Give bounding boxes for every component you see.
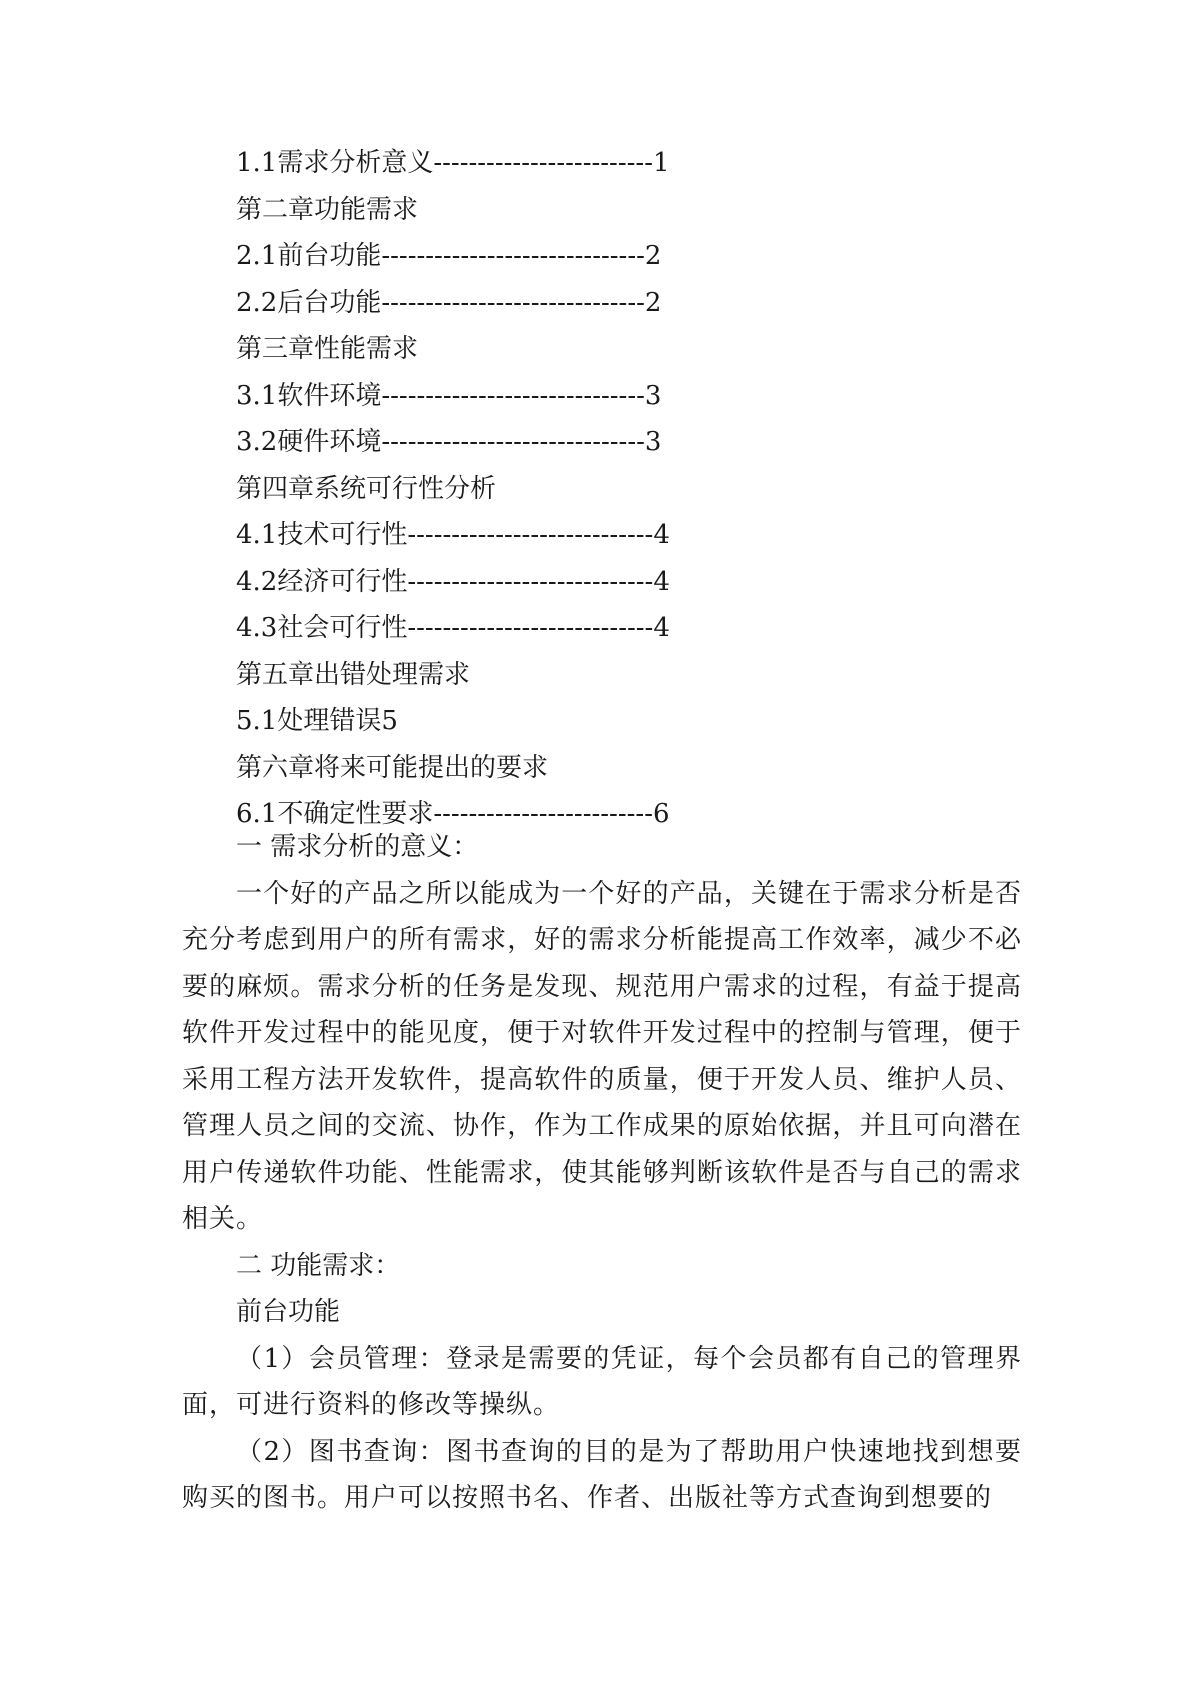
toc-entry: 2.2后台功能------------------------------2 bbox=[236, 287, 662, 318]
table-of-contents bbox=[236, 140, 1036, 838]
toc-chapter: 第五章出错处理需求 bbox=[236, 659, 471, 690]
toc-entry: 1.1需求分析意义-------------------------1 bbox=[236, 148, 670, 178]
toc-chapter: 第六章将来可能提出的要求 bbox=[236, 752, 549, 783]
toc-entry: 5.1处理错误5 bbox=[236, 706, 398, 736]
toc-chapter: 第三章性能需求 bbox=[236, 334, 419, 364]
toc-chapter: 第四章系统可行性分析 bbox=[236, 473, 497, 504]
section-heading: 一 需求分析的意义： bbox=[236, 832, 479, 862]
section-paragraph: 一个好的产品之所以能成为一个好的产品，关键在于需求分析是否充分考虑到用户的所有需求，好的需求分析能提高工作效率，减少不必要的麻烦。需求分析的任务是发现、规范用户需求的过程，有益于提高软件开发过程中的能见度，便于对软件开发过程中的控制与管理，便于采用工程方法开发软件，提高软件的质量，便于开发人员、维护人员、管理人员之间的交流、协作，作为工作成果的原始依据，并且可向潜在用户传递软件功能、性能需求，使其能够判断该软件是否与自己的需求相关。 bbox=[182, 878, 1022, 1234]
toc-entry: 3.1软件环境------------------------------3 bbox=[236, 380, 662, 411]
list-item: （1）会员管理：登录是需要的凭证，每个会员都有自己的管理界面，可进行资料的修改等操纵。 bbox=[182, 1343, 1022, 1420]
toc-entry: 2.1前台功能------------------------------2 bbox=[236, 241, 662, 271]
toc-entry: 4.1技术可行性----------------------------4 bbox=[236, 520, 670, 550]
toc-entry: 3.2硬件环境------------------------------3 bbox=[236, 427, 662, 457]
toc-entry: 4.2经济可行性----------------------------4 bbox=[236, 566, 670, 597]
toc-chapter: 第二章功能需求 bbox=[236, 194, 419, 225]
document-body bbox=[182, 824, 1022, 1522]
toc-entry: 6.1不确定性要求-------------------------6 bbox=[236, 799, 670, 829]
subsection-heading: 前台功能 bbox=[236, 1297, 341, 1327]
section-heading: 二 功能需求： bbox=[236, 1250, 401, 1281]
list-item: （2）图书查询：图书查询的目的是为了帮助用户快速地找到想要购买的图书。用户可以按照书名、作者、出版社等方式查询到想要的 bbox=[182, 1436, 1022, 1513]
toc-entry: 4.3社会可行性----------------------------4 bbox=[236, 613, 670, 643]
